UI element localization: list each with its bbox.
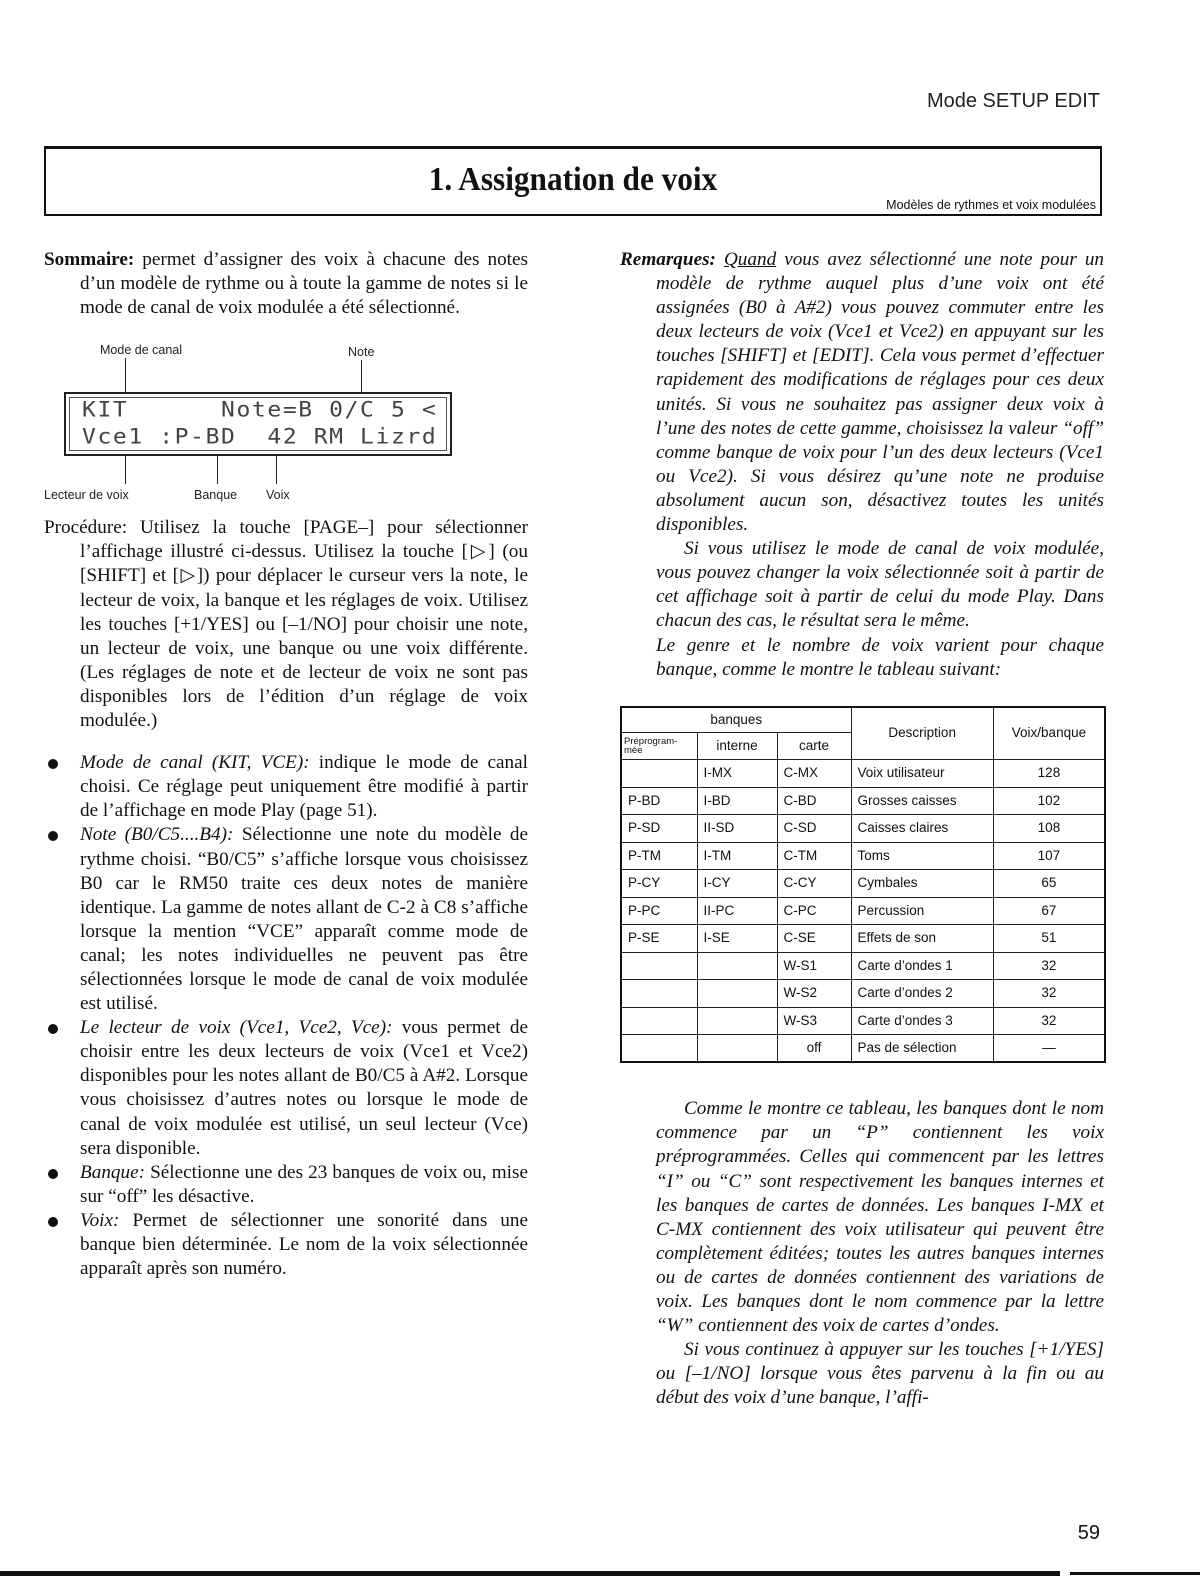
cell-preprogrammed bbox=[621, 980, 697, 1008]
table-row bbox=[621, 925, 1105, 953]
table-row bbox=[621, 1007, 1105, 1035]
header-banks: banques bbox=[621, 707, 851, 733]
header-internal: interne bbox=[697, 732, 777, 760]
cell-card: C-PC bbox=[777, 897, 851, 925]
remarks-first-word: Quand bbox=[723, 249, 777, 270]
cell-internal: II-PC bbox=[697, 897, 777, 925]
list-item bbox=[44, 823, 528, 1016]
table-row bbox=[621, 980, 1105, 1008]
lcd-display bbox=[64, 392, 452, 456]
cell-card: C-SD bbox=[777, 815, 851, 843]
cell-card: off bbox=[777, 1035, 851, 1063]
cell-internal bbox=[697, 1007, 777, 1035]
table-row bbox=[621, 760, 1105, 788]
table-row bbox=[621, 897, 1105, 925]
cell-card: C-BD bbox=[777, 787, 851, 815]
callout-line bbox=[217, 454, 218, 484]
table-row bbox=[621, 1035, 1105, 1063]
cell-voices: — bbox=[993, 1035, 1105, 1063]
header-preprogrammed: Préprogram-mée bbox=[621, 732, 697, 760]
cell-preprogrammed bbox=[621, 760, 697, 788]
lcd-label-bank: Banque bbox=[194, 488, 238, 503]
cell-voices: 108 bbox=[993, 815, 1105, 843]
section-subtitle: Modèles de rythmes et voix modulées bbox=[886, 198, 1096, 212]
callout-line bbox=[361, 360, 362, 396]
cell-preprogrammed bbox=[621, 952, 697, 980]
cell-internal bbox=[697, 980, 777, 1008]
procedure-paragraph: Procédure: Utilisez la touche [PAGE–] pour sélectionner l’affichage illustré ci-dessus. Utilisez la touche [▷] (ou [SHIFT] et [▷]) pour déplacer le curseur vers la note, le lecteur de voix, la banque et les réglages de voix. Utilisez les touches [+1/YES] ou [–1/NO] pour choisir une note, un lecteur de voix, une banque ou une voix différente. (Les réglages de note et de lecteur de voix ne sont pas disponibles lors de l’édition d’un réglage de voix modulée.) bbox=[44, 517, 528, 732]
cell-voices: 107 bbox=[993, 842, 1105, 870]
term: Mode de canal (KIT, VCE): bbox=[80, 752, 310, 774]
definition: Sélectionne une note du modèle de rythme choisi. “B0/C5” s’affiche lorsque vous choisissez B0 car le RM50 traite ces deux notes de manière identique. La gamme de notes allant de C-2 à C8 s’affiche lorsque la mention “VCE” apparaît comme mode de canal; les notes individuelles ne peuvent pas être sélectionnées lorsque le mode de canal de voix modulée est utilisé. bbox=[80, 824, 528, 1015]
definition: Sélectionne une des 23 banques de voix ou, mise sur “off” les désactive. bbox=[80, 1161, 528, 1207]
definition: vous permet de choisir entre les deux lecteurs de voix (Vce1 et Vce2) disponibles pour les notes allant de B0/C5 à A#2. Lorsque vous choisissez d’autres notes ou lorsque le mode de canal de voix modulée est utilisé, un seul lecteur (Vce) sera disponible. bbox=[80, 1017, 528, 1159]
cell-description: Carte d’ondes 1 bbox=[851, 952, 993, 980]
cell-internal: I-CY bbox=[697, 870, 777, 898]
list-item bbox=[44, 751, 528, 823]
footer-rule bbox=[0, 1571, 1060, 1576]
definition: indique le mode de canal choisi. Ce réglage peut uniquement être modifié à partir de l’affichage en mode Play (page 51). bbox=[80, 752, 528, 822]
cell-preprogrammed: P-PC bbox=[621, 897, 697, 925]
bullet-icon bbox=[48, 1217, 58, 1227]
cell-internal: I-BD bbox=[697, 787, 777, 815]
cell-description: Voix utilisateur bbox=[851, 760, 993, 788]
cell-internal: I-MX bbox=[697, 760, 777, 788]
cell-card: C-MX bbox=[777, 760, 851, 788]
list-item bbox=[44, 1016, 528, 1161]
summary-paragraph bbox=[44, 248, 528, 320]
cell-preprogrammed: P-BD bbox=[621, 787, 697, 815]
cell-voices: 67 bbox=[993, 897, 1105, 925]
cell-preprogrammed bbox=[621, 1007, 697, 1035]
lcd-row-1: KIT Note=B 0/C 5 < bbox=[82, 398, 438, 423]
cell-voices: 128 bbox=[993, 760, 1105, 788]
table-row bbox=[621, 787, 1105, 815]
table-row bbox=[621, 842, 1105, 870]
cell-card: C-TM bbox=[777, 842, 851, 870]
cell-internal: II-SD bbox=[697, 815, 777, 843]
cell-description: Effets de son bbox=[851, 925, 993, 953]
cell-preprogrammed: P-SD bbox=[621, 815, 697, 843]
remarks-paragraph-3: Le genre et le nombre de voix varient pour chaque banque, comme le montre le tableau suivant: bbox=[656, 634, 1104, 680]
term: Banque: bbox=[80, 1161, 146, 1183]
cell-internal bbox=[697, 1035, 777, 1063]
remarks-label: Remarques: bbox=[620, 249, 716, 270]
cell-description: Toms bbox=[851, 842, 993, 870]
left-column bbox=[44, 248, 528, 1281]
parameter-list bbox=[44, 751, 528, 1281]
table-row bbox=[621, 952, 1105, 980]
term: Note (B0/C5....B4): bbox=[80, 824, 234, 846]
cell-preprogrammed bbox=[621, 1035, 697, 1063]
bullet-icon bbox=[48, 831, 58, 841]
bullet-icon bbox=[48, 1024, 58, 1034]
table-row bbox=[621, 870, 1105, 898]
cell-card: W-S2 bbox=[777, 980, 851, 1008]
page-number: 59 bbox=[1077, 1522, 1100, 1544]
cell-description: Carte d’ondes 3 bbox=[851, 1007, 993, 1035]
lcd-label-voice: Voix bbox=[266, 488, 290, 503]
callout-line bbox=[125, 358, 126, 396]
callout-line bbox=[276, 454, 277, 484]
header-description: Description bbox=[851, 707, 993, 760]
header-card: carte bbox=[777, 732, 851, 760]
bullet-icon bbox=[48, 759, 58, 769]
summary-label: Sommaire: bbox=[44, 249, 135, 270]
cell-description: Carte d’ondes 2 bbox=[851, 980, 993, 1008]
summary-text: permet d’assigner des voix à chacune des notes d’un modèle de rythme ou à toute la gamme de notes si le mode de canal de voix modulée a été sélectionné. bbox=[80, 249, 528, 319]
bank-table-body bbox=[621, 760, 1105, 1063]
cell-preprogrammed: P-SE bbox=[621, 925, 697, 953]
remarks-text: vous avez sélectionné une note pour un modèle de rythme auquel plus d’une voix ont été assignées (B0 à A#2) vous pouvez commuter entre les deux lecteurs de voix (Vce1 et Vce2) en appuyant sur les touches [SHIFT] et [EDIT]. Cela vous permet d’effectuer rapidement des modifications de réglages pour ces deux unités. Si vous ne souhaitez pas assigner deux voix à l’une des notes de cette gamme, choisissez la valeur “off” comme banque de voix pour l’un des deux lecteurs (Vce1 ou Vce2). Si vous désirez qu’une note ne produise absolument aucun son, désactivez toutes les unités disponibles. bbox=[656, 249, 1105, 536]
lcd-label-voice-reader: Lecteur de voix bbox=[44, 488, 129, 503]
cell-card: C-CY bbox=[777, 870, 851, 898]
right-column bbox=[620, 248, 1104, 1411]
remarks-paragraph bbox=[620, 248, 1104, 537]
definition: Permet de sélectionner une sonorité dans une banque bien déterminée. Le nom de la voix sélectionnée apparaît après son numéro. bbox=[80, 1209, 528, 1280]
term: Le lecteur de voix (Vce1, Vce2, Vce): bbox=[80, 1017, 393, 1039]
cell-voices: 32 bbox=[993, 952, 1105, 980]
lcd-diagram bbox=[44, 334, 528, 504]
lcd-row-2: Vce1 :P-BD 42 RM Lizrd bbox=[82, 425, 438, 450]
cell-voices: 102 bbox=[993, 787, 1105, 815]
section-title: 1. Assignation de voix bbox=[428, 161, 718, 198]
cell-description: Cymbales bbox=[851, 870, 993, 898]
list-item bbox=[44, 1209, 528, 1281]
table-row bbox=[621, 815, 1105, 843]
cell-internal bbox=[697, 952, 777, 980]
term: Voix: bbox=[80, 1209, 120, 1231]
remarks-paragraph-2: Si vous utilisez le mode de canal de voix modulée, vous pouvez changer la voix sélectionnée soit à partir de cet affichage soit à partir de celui du mode Play. Dans chacun des cas, le résultat sera le même. bbox=[656, 538, 1104, 632]
cell-voices: 65 bbox=[993, 870, 1105, 898]
footer-rule bbox=[1070, 1572, 1200, 1575]
list-item bbox=[44, 1161, 528, 1209]
section-title-box bbox=[44, 146, 1102, 216]
cell-card: W-S3 bbox=[777, 1007, 851, 1035]
cell-preprogrammed: P-CY bbox=[621, 870, 697, 898]
callout-line bbox=[125, 454, 126, 484]
cell-description: Percussion bbox=[851, 897, 993, 925]
cell-internal: I-SE bbox=[697, 925, 777, 953]
cell-card: W-S1 bbox=[777, 952, 851, 980]
running-header: Mode SETUP EDIT bbox=[926, 90, 1100, 112]
cell-voices: 51 bbox=[993, 925, 1105, 953]
cell-description: Pas de sélection bbox=[851, 1035, 993, 1063]
cell-preprogrammed: P-TM bbox=[621, 842, 697, 870]
cell-card: C-SE bbox=[777, 925, 851, 953]
table-explanation: Comme le montre ce tableau, les banques dont le nom commence par un “P” contiennent les voix préprogrammées. Celles qui commencent par les lettres “I” ou “C” sont respectivement les banques internes et les banques de cartes de données. Les banques I-MX et C-MX contiennent des voix utilisateur qui peuvent être complètement éditées; toutes les autres banques internes ou de cartes de données contiennent des variations de voix. Les banques dont le nom commence par la lettre “W” contiennent des voix de cartes d’ondes. bbox=[656, 1098, 1104, 1337]
continuation-paragraph: Si vous continuez à appuyer sur les touches [+1/YES] ou [–1/NO] lorsque vous êtes parvenu à la fin ou au début des voix d’une banque, l’affi- bbox=[656, 1339, 1104, 1409]
cell-internal: I-TM bbox=[697, 842, 777, 870]
cell-voices: 32 bbox=[993, 980, 1105, 1008]
bank-table bbox=[620, 706, 1106, 1064]
cell-description: Caisses claires bbox=[851, 815, 993, 843]
header-voices-per-bank: Voix/banque bbox=[993, 707, 1105, 760]
lcd-label-channel-mode: Mode de canal bbox=[100, 343, 183, 358]
lcd-label-note: Note bbox=[348, 345, 375, 360]
cell-voices: 32 bbox=[993, 1007, 1105, 1035]
cell-description: Grosses caisses bbox=[851, 787, 993, 815]
bullet-icon bbox=[48, 1169, 58, 1179]
